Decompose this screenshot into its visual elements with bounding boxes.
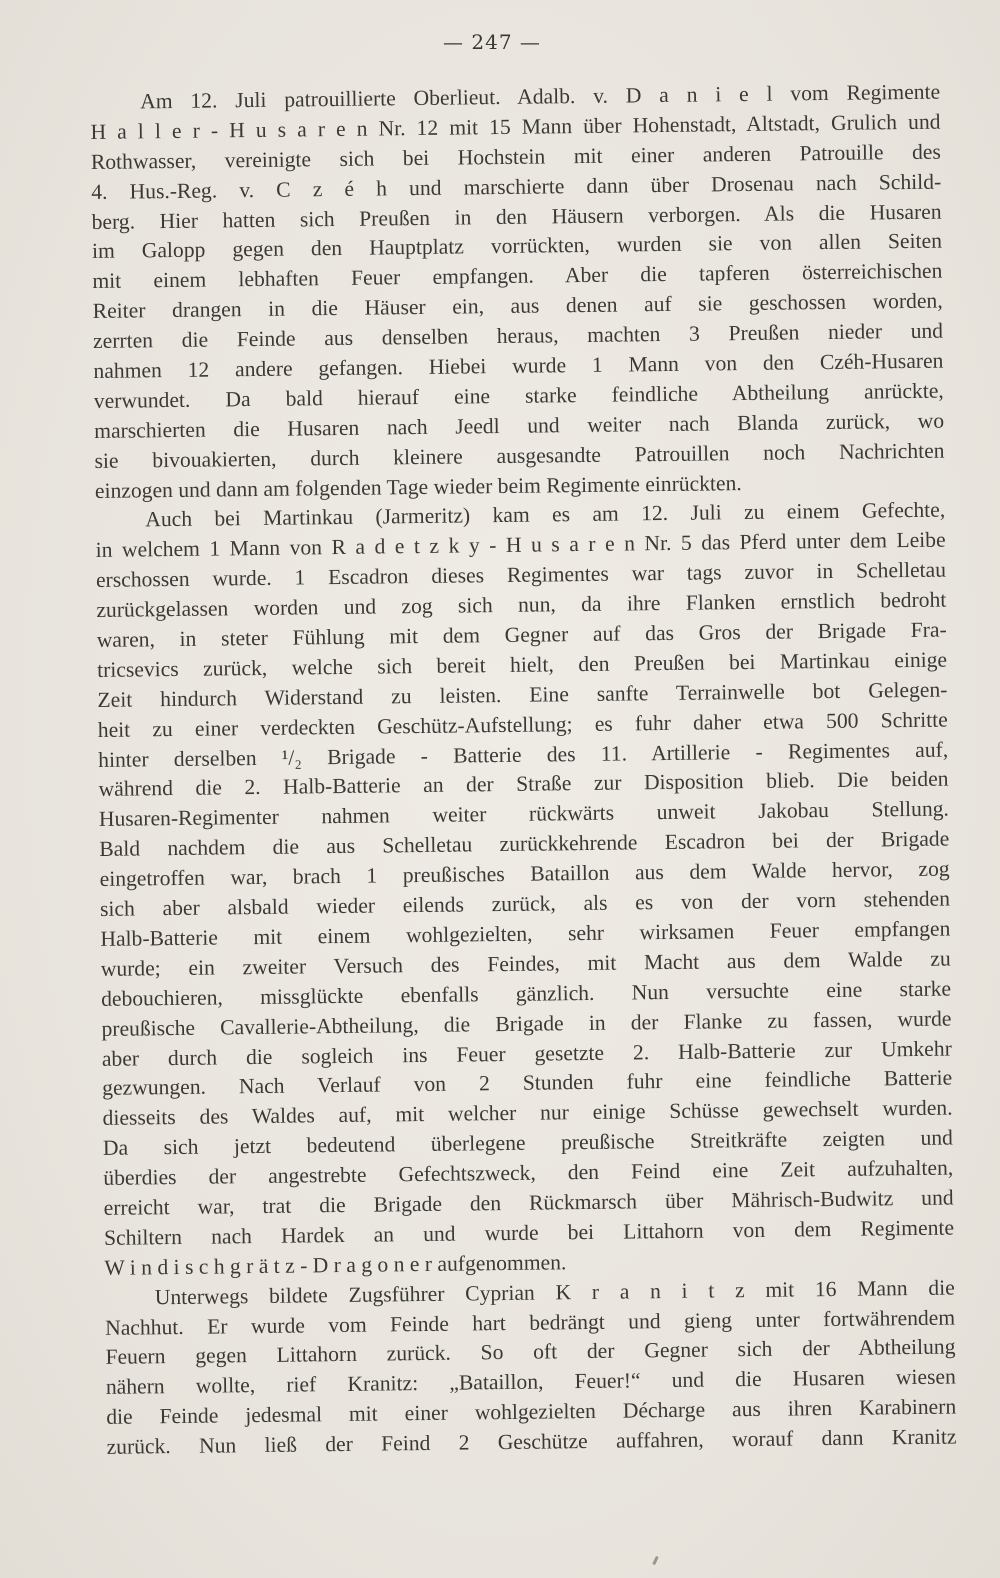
body-text (90, 78, 957, 1463)
text-line: gezwungen. Nach Verlauf von 2 Stunden fuhr eine feindliche Batterie (102, 1065, 953, 1101)
text-line: Am 12. Juli patrouillierte Oberlieut. Adalb. v. D a n i e l vom Regimente (140, 79, 941, 114)
text-line: im Galopp gegen den Hauptplatz vorrückten, wurden sie von allen Seiten (91, 229, 943, 264)
text-line: die Feinde jedesmal mit einer wohlgezielten Décharge aus ihren Karabinern (106, 1394, 957, 1430)
text-line: Unterwegs bildete Zugsführer Cyprian K r a n i t z mit 16 Mann die (154, 1275, 955, 1309)
text-line: mit einem lebhaften Feuer empfangen. Aber die tapferen österreichischen (92, 258, 943, 294)
text-line: Feuern gegen Littahorn zurück. So oft der Gegner sich der Abtheilung (105, 1334, 956, 1370)
text-line: hinter derselben ¹/₂ Brigade - Batterie des 11. Artillerie - Regimentes auf, (98, 737, 949, 772)
text-line: zerrten die Feinde aus denselben heraus, machten 3 Preußen nieder und (92, 318, 944, 354)
text-line: nähern wollte, rief Kranitz: „Bataillon, Feuer!“ und die Husaren wiesen (105, 1364, 956, 1400)
text-line: marschierten die Husaren nach Jeedl und weiter nach Blanda zurück, wo (94, 408, 945, 443)
text-line: wurde; ein zweiter Versuch des Feindes, mit Macht aus dem Walde zu (100, 946, 951, 981)
text-line: preußische Cavallerie-Abtheilung, die Brigade in der Flanke zu fassen, wurde (101, 1006, 952, 1041)
text-line: sich aber alsbald wieder eilends zurück, als es von der vorn stehenden (99, 886, 951, 921)
text-line: in welchem 1 Mann von R a d e t z k y - H u s a r e n Nr. 5 das Pferd unter dem Leibe (95, 527, 946, 563)
text-line: Halb-Batterie mit einem wohlgezielten, sehr wirksamen Feuer empfangen (100, 916, 951, 951)
text-line: diesseits des Waldes auf, mit welcher nur einige Schüsse gewechselt wurden. (102, 1095, 953, 1131)
text-line: sie bivouakierten, durch kleinere ausgesandte Patrouillen noch Nachrichten (94, 438, 945, 473)
text-line: eingetroffen war, brach 1 preußisches Bataillon aus dem Walde hervor, zog (99, 856, 950, 892)
text-line: Nachhut. Er wurde vom Feinde hart bedrängt und gieng unter fortwährendem (104, 1305, 956, 1340)
text-line: Schiltern nach Hardek an und wurde bei Littahorn von dem Regimente (103, 1215, 955, 1250)
text-line: während die 2. Halb-Batterie an der Straße zur Disposition blieb. Die beiden (98, 767, 949, 802)
text-line: erreicht war, trat die Brigade den Rückmarsch über Mährisch-Budwitz und (103, 1185, 954, 1220)
text-line: erschossen wurde. 1 Escadron dieses Regimentes war tags zuvor in Schelletau (95, 557, 947, 593)
text-line: tricsevics zurück, welche sich bereit hielt, den Preußen bei Martinkau einige (96, 647, 948, 682)
text-line: heit zu einer verdeckten Geschütz-Aufstellung; es fuhr daher etwa 500 Schritte (97, 707, 948, 742)
text-line: Bald nachdem die aus Schelletau zurückkehrende Escadron bei der Brigade (99, 826, 950, 862)
text-line: berg. Hier hatten sich Preußen in den Häusern verborgen. Als die Husaren (91, 199, 942, 234)
text-line: aber durch die sogleich ins Feuer gesetzte 2. Halb-Batterie zur Umkehr (101, 1036, 952, 1071)
text-line: Da sich jetzt bedeutend überlegene preußische Streitkräfte zeigten und (102, 1125, 954, 1161)
paper-speck (652, 1556, 659, 1565)
text-line: zurück. Nun ließ der Feind 2 Geschütze auffahren, worauf dann Kranitz (106, 1424, 957, 1459)
text-line: nahmen 12 andere gefangen. Hiebei wurde 1 Mann von den Czéh-Husaren (93, 348, 944, 383)
text-line: überdies der angestrebte Gefechtszweck, den Feind eine Zeit aufzuhalten, (103, 1155, 954, 1190)
text-line: debouchieren, missglückte ebenfalls gänzlich. Nun versuchte eine starke (100, 976, 952, 1011)
text-line: verwundet. Da bald hierauf eine starke feindliche Abtheilung anrückte, (93, 378, 944, 413)
text-line: Rothwasser, vereinigte sich bei Hochstein mit einer anderen Patrouille des (90, 139, 941, 174)
page-number: — 247 — (443, 30, 541, 54)
text-line: Zeit hindurch Widerstand zu leisten. Eine sanfte Terrainwelle bot Gelegen- (97, 677, 948, 712)
text-line: 4. Hus.-Reg. v. C z é h und marschierte dann über Drosenau nach Schild- (91, 169, 942, 204)
text-line: Auch bei Martinkau (Jarmeritz) kam es am 12. Juli zu einem Gefechte, (145, 498, 946, 532)
text-line: H a l l e r - H u s a r e n Nr. 12 mit 15 Mann über Hohenstadt, Altstadt, Grulich und (90, 109, 941, 144)
text-line: zurückgelassen worden und zog sich nun, da ihre Flanken ernstlich bedroht (96, 587, 947, 623)
text-line: W i n d i s c h g r ä t z - D r a g o n e r aufgenommen. (104, 1250, 567, 1280)
text-line: Reiter drangen in die Häuser ein, aus denen auf sie geschossen worden, (92, 288, 943, 324)
text-line: waren, in steter Fühlung mit dem Gegner auf das Gros der Brigade Fra- (96, 617, 947, 652)
text-line: einzogen und dann am folgenden Tage wieder beim Regimente einrückten. (94, 470, 742, 503)
text-line: Husaren-Regimenter nahmen weiter rückwärts unweit Jakobau Stellung. (98, 796, 950, 832)
